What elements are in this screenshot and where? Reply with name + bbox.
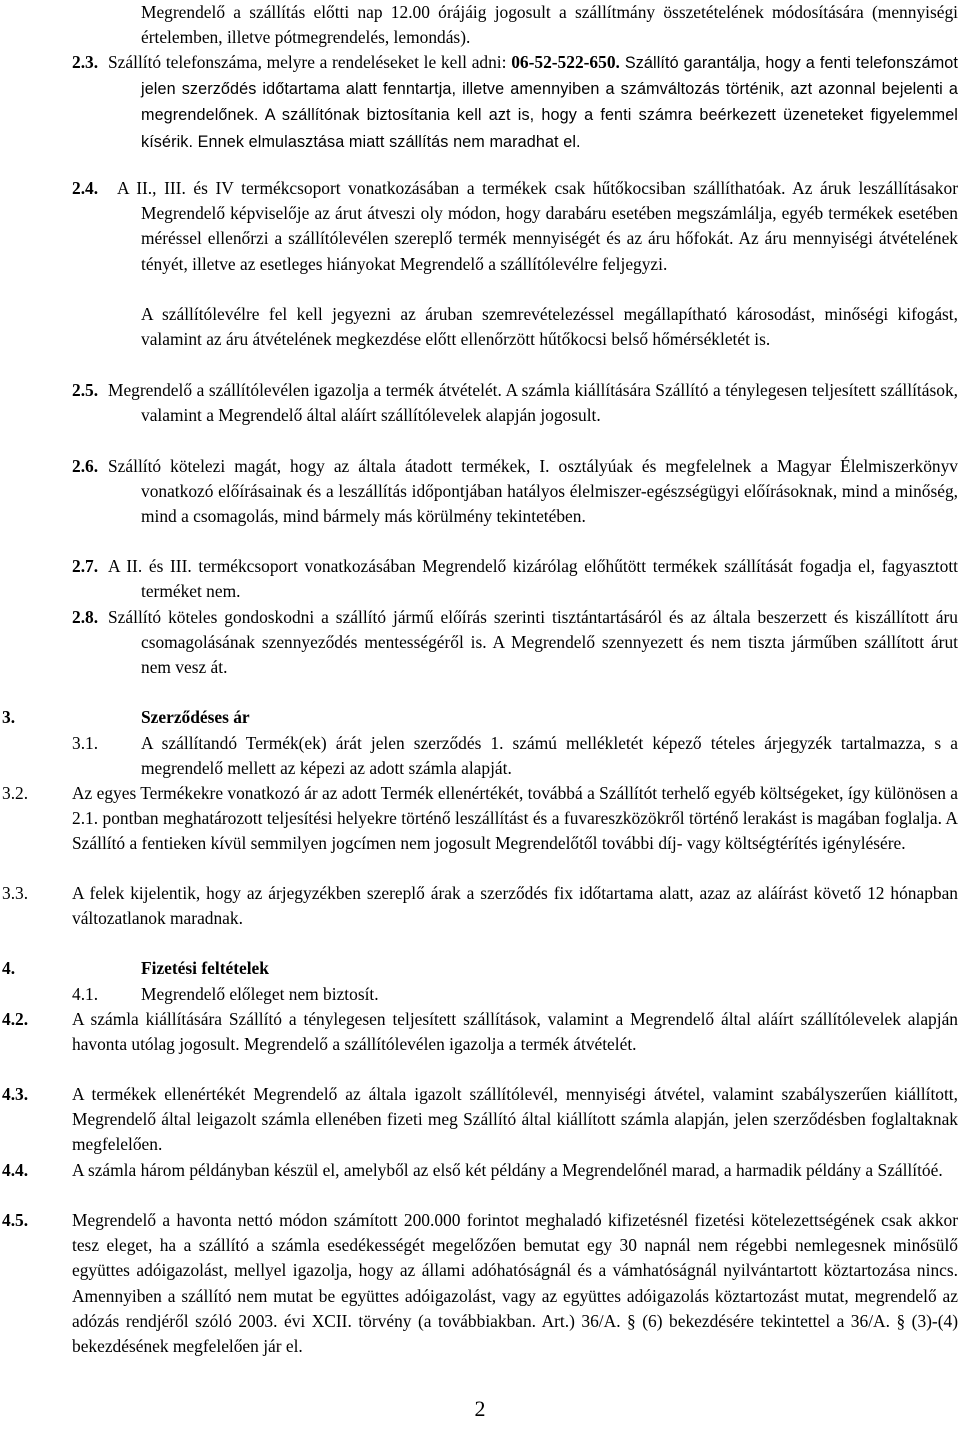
- section-number-2-4: 2.4.: [72, 178, 99, 198]
- section-number-3-2: 3.2.: [2, 783, 29, 803]
- phone-lead-text: Szállító telefonszáma, melyre a rendeléseket le kell adni:: [108, 52, 512, 72]
- paragraph-3-3: A felek kijelentik, hogy az árjegyzékben szereplő árak a szerződés fix időtartama alatt, azaz az aláírást követő 12 hónapban változatlanok maradnak.: [72, 883, 958, 929]
- section-number-4: 4.: [2, 958, 16, 978]
- paragraph-2-8: Szállító köteles gondoskodni a szállító jármű előírás szerinti tisztántartásáról és az általa beszerzett és kiszállított áru csomagolásának szennyeződés mentességéről is. A Megrendelő szennyezett és nem tiszta járműben szállított árut nem vesz át.: [108, 607, 958, 678]
- product-groups-lead: A II., III.: [117, 178, 186, 198]
- section-number-3-1: 3.1.: [72, 733, 99, 753]
- paragraph-3-1: A szállítandó Termék(ek) árát jelen szerződés 1. számú mellékletét képező tételes árjegyzék tartalmazza, s a megrendelő mellett az képezi az adott számla alapját.: [141, 733, 958, 779]
- section-number-2-3: 2.3.: [72, 52, 99, 72]
- paragraph-2-4: [117, 176, 958, 277]
- section-number-4-5: 4.5.: [2, 1210, 29, 1230]
- section-number-2-6: 2.6.: [72, 456, 99, 476]
- paragraph-2-5: Megrendelő a szállítólevélen igazolja a termék átvételét. A számla kiállítására Szállító a ténylegesen teljesített szállítások, valamint a Megrendelő által aláírt szállítólevelek alapján jogosult.: [108, 380, 958, 426]
- paragraph-2-4-delivery-note: A szállítólevélre fel kell jegyezni az áruban szemrevételezéssel megállapítható károsodást, minőségi kifogást, valamint az áru átvételének megkezdése előtt ellenőrzött hűtőkocsi belső hőmérsékletét is.: [141, 304, 958, 350]
- section-number-2-8: 2.8.: [72, 607, 99, 627]
- paragraph-4-3: A termékek ellenértékét Megrendelő az általa igazolt szállítólevél, mennyiségi átvétel, valamint szabályszerűen kiállított, Megrendelő által leigazolt számla ellenében fizeti meg Szállító által kiállított számla alapján, jelen szerződésben foglaltaknak megfelelően.: [72, 1084, 958, 1155]
- cooling-transport-text: és IV termékcsoport vonatkozásában a termékek csak hűtőkocsiban szállíthatóak. Az áruk leszállításakor Megrendelő képviselője az árut átveszi oly módon, hogy darabáru esetében megszámlálja, egyéb termékek esetében méréssel ellenőrzi a szállítólevélen szereplő termék mennyiségét és az áru hőfokát. Az áru mennyiségi átvételének tényét, illetve az esetleges hiányokat Megrendelő a szállítólevélre feljegyzi.: [141, 178, 958, 274]
- paragraph-4-4: A számla három példányban készül el, amelyből az első két példány a Megrendelőnél marad, a harmadik példány a Szállítóé.: [72, 1160, 943, 1180]
- section-number-2-5: 2.5.: [72, 380, 99, 400]
- paragraph-order-modification: Megrendelő a szállítás előtti nap 12.00 órájáig jogosult a szállítmány összetételének módosítására (mennyiségi értelemben, illetve pótmegrendelés, lemondás).: [141, 2, 958, 48]
- paragraph-4-2: A számla kiállítására Szállító a ténylegesen teljesített szállítások, valamint a Megrendelő által aláírt szállítólevelek alapján havonta utólag jogosult. Megrendelő a szállítólevélen igazolja a termék átvételét.: [72, 1009, 958, 1055]
- section-number-4-2: 4.2.: [2, 1009, 29, 1029]
- paragraph-2-6: Szállító kötelezi magát, hogy az általa átadott termékek, I. osztályúak és megfelelnek a Magyar Élelmiszerkönyv vonatkozó előírásainak és a leszállítás időpontjában hatályos élelmiszer-egészségügyi előírásoknak, mind a minőség, mind a csomagolás, mind bármely más körülmény tekintetében.: [108, 456, 958, 527]
- section-number-3: 3.: [2, 707, 16, 727]
- section-number-3-3: 3.3.: [2, 883, 29, 903]
- page-number: 2: [474, 1396, 486, 1421]
- paragraph-3-2: Az egyes Termékekre vonatkozó ár az adott Termék ellenértékét, továbbá a Szállítót terhelő egyéb költségeket, így különösen a 2.1. pontban meghatározott teljesítési helyekre történő leszállítást és a fuvareszközökről történő lerakást is magában foglalja. A Szállító a fentieken kívül semmilyen jogcímen nem jogosult Megrendelőtől további díj- vagy költségtérítés igénylésére.: [72, 783, 958, 854]
- paragraph-2-7: A II. és III. termékcsoport vonatkozásában Megrendelő kizárólag előhűtött termékek szállítását fogadja el, fagyasztott terméket nem.: [108, 556, 958, 602]
- section-title-payment-terms: Fizetési feltételek: [141, 958, 269, 978]
- section-number-4-4: 4.4.: [2, 1160, 29, 1180]
- phone-number: 06-52-522-650.: [511, 52, 620, 72]
- paragraph-2-3: [108, 50, 958, 155]
- section-number-4-1: 4.1.: [72, 984, 99, 1004]
- paragraph-4-5: Megrendelő a havonta nettó módon számított 200.000 forintot meghaladó kifizetésnél fizetési kötelezettségének csak akkor tesz eleget, ha a szállító a számla esedékességét megelőzően bemutat egy 30 napnál nem régebbi nemlegesnek minősülő együttes adóigazolást, mellyel igazolja, hogy az állami adóhatóságnál és a vámhatóságnál nyilvántartott köztartozása nincs. Amennyiben a szállító nem mutat be együttes adóigazolást, vagy az együttes adóigazolás köztartozást mutat, megrendelő az adózás rendjéről szóló 2003. évi XCII. törvény (a továbbiakban. Art.) 36/A. § (6) bekezdésére tekintettel a 36/A. § (3)-(4) bekezdésének megfelelően jár el.: [72, 1210, 958, 1357]
- paragraph-4-1: Megrendelő előleget nem biztosít.: [141, 984, 379, 1004]
- section-number-4-3: 4.3.: [2, 1084, 29, 1104]
- section-title-contract-price: Szerződéses ár: [141, 707, 250, 727]
- section-number-2-7: 2.7.: [72, 556, 99, 576]
- guarantee-text: Szállító garantálja, hogy a fenti telefonszámot jelen szerződés időtartama alatt fenntartja, illetve amennyiben a számváltozás történik, azt azonnal bejelenti a megrendelőnek. A szállítónak biztosítania kell azt is, hogy a fenti számra beérkezett üzeneteket figyelemmel kísérik. Ennek elmulasztása miatt szállítás nem maradhat el.: [141, 54, 958, 151]
